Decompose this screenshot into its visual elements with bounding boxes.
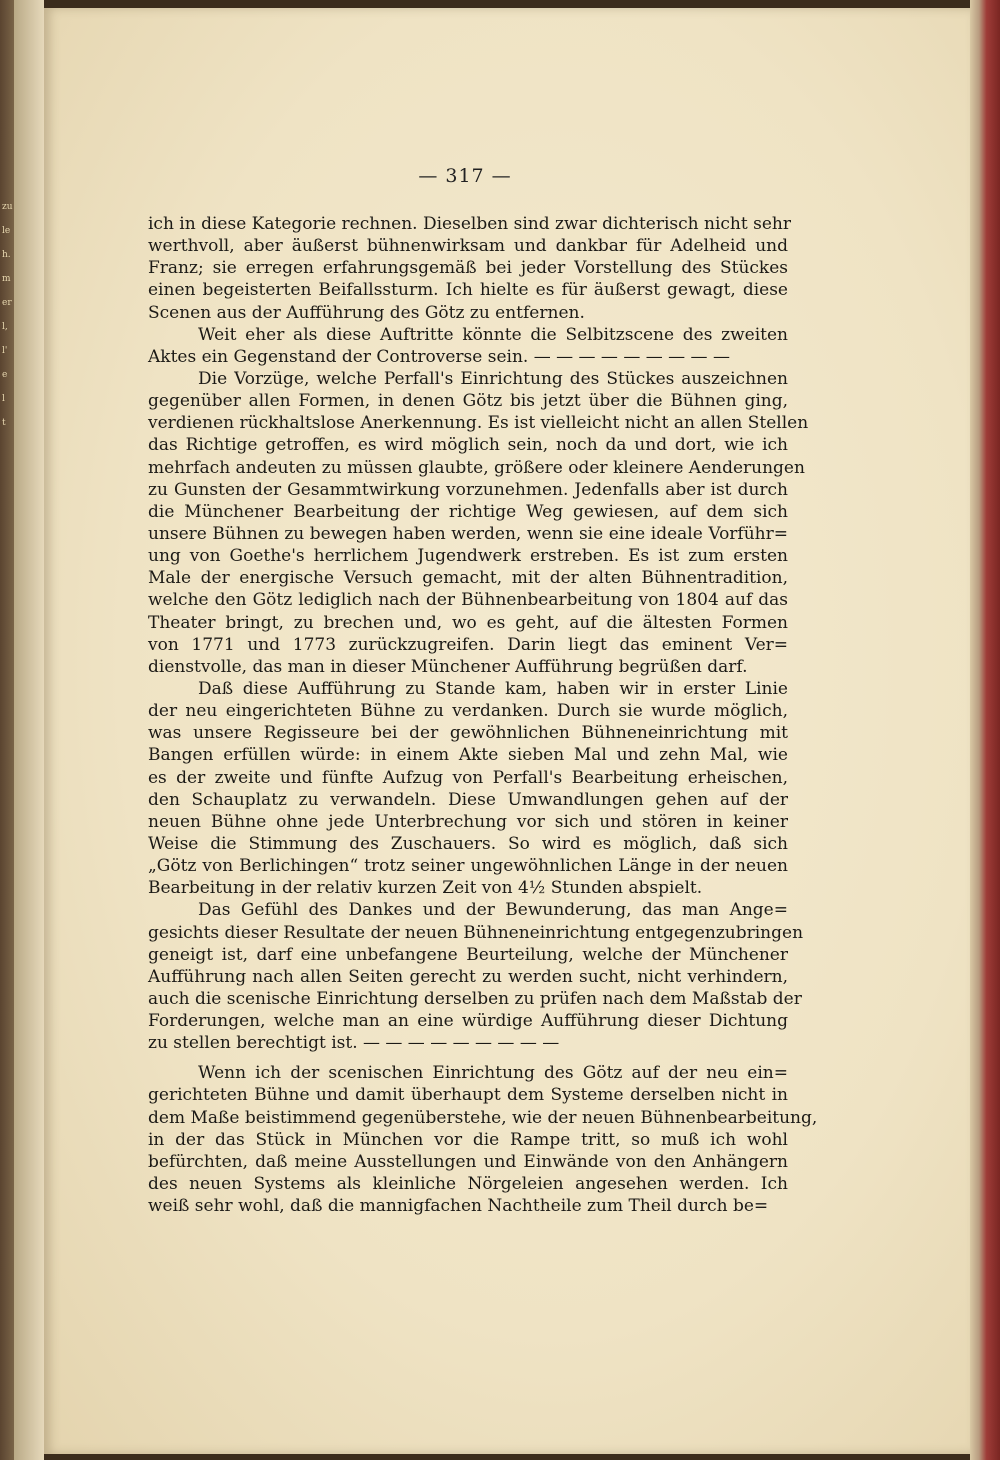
text-line: Weit eher als diese Auftritte könnte die Selbitzscene des zweiten [198,324,788,345]
margin-fragment: l, [2,322,8,332]
text-line: in der das Stück in München vor die Rampe tritt, so muß ich wohl [148,1129,788,1150]
text-line: Forderungen, welche man an eine würdige Aufführung dieser Dichtung [148,1011,788,1032]
text-line: von 1771 und 1773 zurückzugreifen. Darin liegt das eminent Ver= [148,634,788,655]
text-line: das Richtige getroffen, es wird möglich sein, noch da und dort, wie ich [148,435,788,456]
margin-fragment: h. [2,250,11,260]
margin-fragment: le [2,226,11,236]
margin-fragment: t [2,418,6,428]
text-line: weiß sehr wohl, daß die mannigfachen Nachtheile zum Theil durch be= [148,1196,769,1217]
margin-fragment: zu [2,202,13,212]
text-line: der neu eingerichteten Bühne zu verdanken. Durch sie wurde möglich, [148,701,788,722]
page-number: — 317 — [418,165,512,187]
text-line: Wenn ich der scenischen Einrichtung des Götz auf der neu ein= [198,1063,788,1084]
text-line: Scenen aus der Aufführung des Götz zu entfernen. [148,302,585,323]
text-line: Aktes ein Gegenstand der Controverse sein. — — — — — — — — — [148,346,730,367]
paragraph [148,324,788,368]
page-body-text [148,213,818,1217]
text-line: dem Maße beistimmend gegenüberstehe, wie der neuen Bühnenbearbeitung, [148,1107,818,1128]
margin-fragment: l [2,394,5,404]
text-line: Weise die Stimmung des Zuschauers. So wird es möglich, daß sich [148,833,788,854]
paragraph [148,213,791,324]
text-line: Aufführung nach allen Seiten gerecht zu werden sucht, nicht verhindern, [148,966,788,987]
text-line: Male der energische Versuch gemacht, mit der alten Bühnentradition, [148,568,788,589]
paragraph [148,899,804,1054]
text-line: Bangen erfüllen würde: in einem Akte sieben Mal und zehn Mal, wie [148,745,788,766]
text-line: zu stellen berechtigt ist. — — — — — — — — — [148,1033,560,1054]
text-line: werthvoll, aber äußerst bühnenwirksam und dankbar für Adelheid und [148,236,788,257]
text-line: neuen Bühne ohne jede Unterbrechung vor sich und stören in keiner [148,811,788,832]
text-line: ung von Goethe's herrlichem Jugendwerk erstreben. Es ist zum ersten [148,546,788,567]
paragraph [148,1062,818,1217]
previous-page-edge [14,0,44,1460]
text-line: unsere Bühnen zu bewegen haben werden, wenn sie eine ideale Vorführ= [148,523,788,544]
text-line: Theater bringt, zu brechen und, wo es geht, auf die ältesten Formen [148,612,788,633]
margin-fragment: er [2,298,12,308]
text-line: befürchten, daß meine Ausstellungen und Einwände von den Anhängern [148,1151,788,1172]
paragraph [148,368,809,678]
text-line: Franz; sie erregen erfahrungsgemäß bei jeder Vorstellung des Stückes [148,258,788,279]
margin-fragment: m [2,274,11,284]
text-line: die Münchener Bearbeitung der richtige Weg gewiesen, auf dem sich [148,501,788,522]
paragraph [148,678,788,899]
margin-fragment: l' [2,346,8,356]
text-line: es der zweite und fünfte Aufzug von Perfall's Bearbeitung erheischen, [148,767,788,788]
text-line: ich in diese Kategorie rechnen. Dieselben sind zwar dichterisch nicht sehr [148,214,791,234]
text-line: gerichteten Bühne und damit überhaupt dem Systeme derselben nicht in [148,1085,788,1106]
text-line: dienstvolle, das man in dieser Münchener Aufführung begrüßen darf. [148,656,748,677]
text-line: was unsere Regisseure bei der gewöhnlichen Bühneneinrichtung mit [148,723,788,744]
text-line: „Götz von Berlichingen“ trotz seiner ungewöhnlichen Länge in der neuen [148,856,788,877]
text-line: verdienen rückhaltslose Anerkennung. Es ist vielleicht nicht an allen Stellen [148,413,809,434]
text-line: Die Vorzüge, welche Perfall's Einrichtung des Stückes auszeichnen [198,368,788,389]
book-edge-right [970,0,1000,1460]
text-line: einen begeisterten Beifallssturm. Ich hielte es für äußerst gewagt, diese [148,280,788,301]
text-line: zu Gunsten der Gesammtwirkung vorzunehmen. Jedenfalls aber ist durch [148,479,788,500]
text-line: Bearbeitung in der relativ kurzen Zeit von 4½ Stunden abspielt. [148,878,703,899]
text-line: gegenüber allen Formen, in denen Götz bis jetzt über die Bühnen ging, [148,391,788,412]
text-line: des neuen Systems als kleinliche Nörgeleien angesehen werden. Ich [148,1174,788,1195]
paragraph-gap [148,1054,788,1062]
text-line: geneigt ist, darf eine unbefangene Beurteilung, welche der Münchener [148,944,788,965]
text-line: Das Gefühl des Dankes und der Bewunderung, das man Ange= [198,900,788,921]
text-line: gesichts dieser Resultate der neuen Bühneneinrichtung entgegenzubringen [148,922,804,943]
text-line: Daß diese Aufführung zu Stande kam, haben wir in erster Linie [198,678,788,699]
left-margin-fragments [2,195,14,435]
text-line: welche den Götz lediglich nach der Bühnenbearbeitung von 1804 auf das [148,590,788,611]
margin-fragment: e [2,370,8,380]
text-line: auch die scenische Einrichtung derselben zu prüfen nach dem Maßstab der [148,988,802,1009]
text-line: mehrfach andeuten zu müssen glaubte, größere oder kleinere Aenderungen [148,457,805,478]
text-line: den Schauplatz zu verwandeln. Diese Umwandlungen gehen auf der [148,789,788,810]
